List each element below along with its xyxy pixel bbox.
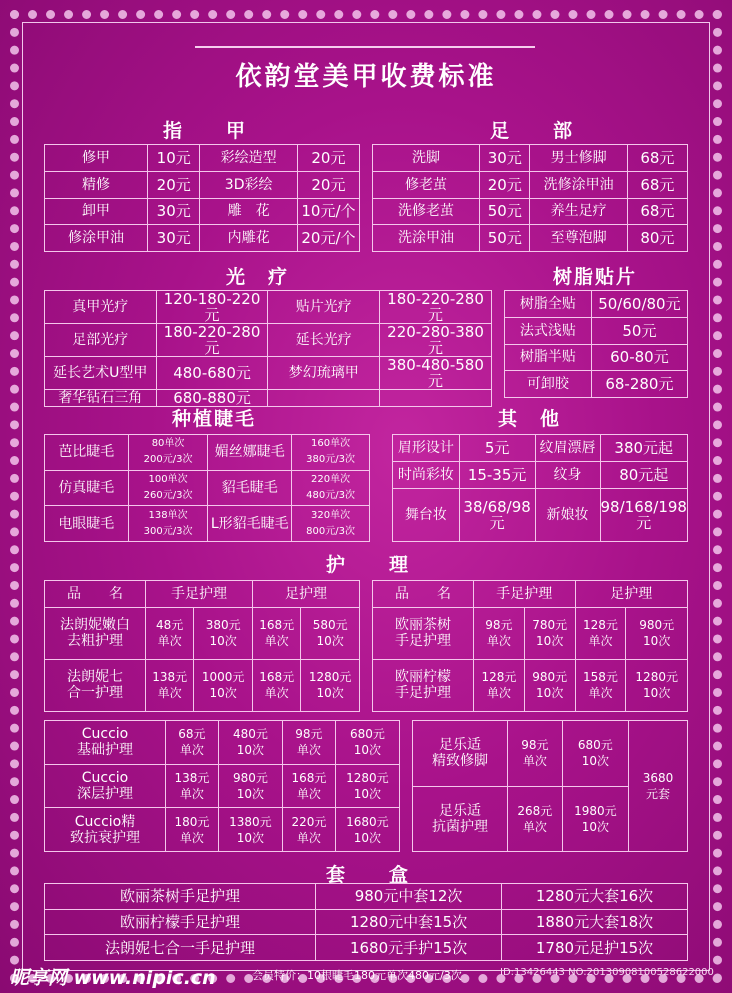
- item-cell: [335, 764, 399, 808]
- table-row: [505, 291, 688, 318]
- price-cell: 68元: [627, 198, 687, 225]
- item-cell: [292, 435, 370, 471]
- price-cell: 1280元大套16次: [502, 884, 688, 910]
- line-1: 1380元: [229, 814, 272, 829]
- section-shuzhi: 树脂贴片: [553, 266, 638, 288]
- line-2: 基础护理: [77, 742, 133, 759]
- item-cell: [282, 721, 335, 765]
- line-2: 单次: [264, 686, 289, 701]
- line-2: 10次: [236, 743, 265, 758]
- section-qita: 其 他: [498, 408, 562, 430]
- table-row: [45, 435, 370, 471]
- line-1: 320单次: [311, 509, 351, 521]
- price-cell: 媚丝娜睫毛: [208, 435, 292, 471]
- line-1: 220单次: [311, 473, 351, 485]
- price-cell: 380-480-580元: [380, 357, 492, 390]
- line-2: 精致修脚: [432, 753, 488, 770]
- price-cell: 欧丽茶树手足护理: [45, 884, 316, 910]
- table-row: [505, 344, 688, 371]
- table-row: [45, 935, 688, 961]
- price-cell: 可卸胶: [505, 371, 592, 398]
- price-cell: 5元: [459, 435, 535, 462]
- item-cell: [413, 786, 508, 852]
- line-2: 10次: [236, 830, 265, 845]
- line-2: 10次: [536, 634, 564, 649]
- price-cell: 15-35元: [459, 462, 535, 489]
- price-cell: 精修: [45, 171, 148, 198]
- item-cell: [45, 764, 166, 808]
- table-row: [45, 291, 492, 324]
- line-1: 98元: [521, 738, 549, 753]
- line-2: 10次: [316, 634, 344, 649]
- watermark-logo: 昵享网 www.nipic.cn: [10, 967, 216, 989]
- price-cell: 树脂半贴: [505, 344, 592, 371]
- item-cell: [575, 659, 626, 711]
- table-row: [45, 909, 688, 935]
- price-cell: 480-680元: [156, 357, 268, 390]
- item-cell: [629, 721, 688, 852]
- price-cell: 足护理: [575, 581, 687, 608]
- line-1: Cuccio: [81, 769, 129, 786]
- line-2: 单次: [264, 634, 289, 649]
- price-cell: 仿真睫毛: [45, 470, 129, 506]
- line-1: 380元: [205, 618, 241, 633]
- item-cell: [373, 659, 474, 711]
- line-1: 138元: [152, 670, 188, 685]
- price-cell: 60-80元: [591, 344, 687, 371]
- line-1: 138单次: [148, 509, 188, 521]
- item-cell: [128, 506, 208, 542]
- price-cell: 新娘妆: [535, 489, 600, 542]
- price-cell: 380元起: [600, 435, 688, 462]
- item-cell: [508, 721, 563, 787]
- line-1: 168元: [291, 770, 327, 785]
- price-cell: 68元: [627, 145, 687, 172]
- price-cell: 延长艺术U型甲: [45, 357, 157, 390]
- line-2: 单次: [486, 686, 511, 701]
- line-1: 80单次: [151, 438, 185, 450]
- line-1: 1280元: [635, 670, 678, 685]
- line-2: 元套: [645, 787, 670, 801]
- line-1: 980元: [639, 618, 675, 633]
- price-cell: [380, 390, 492, 407]
- line-2: 手足护理: [395, 633, 451, 650]
- table-row: [45, 225, 360, 252]
- table-row: [505, 371, 688, 398]
- table-row: [373, 225, 688, 252]
- price-cell: 80元: [627, 225, 687, 252]
- line-2: 10次: [643, 634, 671, 649]
- section-jiemao: 种植睫毛: [172, 408, 257, 430]
- table-huli-right: [372, 580, 688, 712]
- price-cell: 卸甲: [45, 198, 148, 225]
- item-cell: [562, 786, 628, 852]
- price-cell: 38/68/98元: [459, 489, 535, 542]
- price-cell: 时尚彩妆: [393, 462, 460, 489]
- line-2: 380元/3次: [306, 454, 355, 466]
- line-2: 800元/3次: [306, 525, 355, 537]
- table-row: [373, 607, 688, 659]
- price-cell: 贴片光疗: [268, 291, 380, 324]
- line-2: 合一护理: [67, 685, 123, 702]
- line-1: 680元: [349, 727, 385, 742]
- table-row: [45, 506, 370, 542]
- price-cell: 180-220-280元: [380, 291, 492, 324]
- price-cell: 雕 花: [200, 198, 298, 225]
- price-cell: 修老茧: [373, 171, 480, 198]
- price-cell: 68-280元: [591, 371, 687, 398]
- table-row: [373, 171, 688, 198]
- price-cell: 1780元足护15次: [502, 935, 688, 961]
- line-2: 10次: [209, 686, 237, 701]
- price-cell: 120-180-220元: [156, 291, 268, 324]
- price-cell: 修甲: [45, 145, 148, 172]
- price-cell: 50/60/80元: [591, 291, 687, 318]
- price-cell: 1280元中套15次: [316, 909, 502, 935]
- price-cell: 修涂甲油: [45, 225, 148, 252]
- item-cell: [45, 721, 166, 765]
- price-cell: L形貂毛睫毛: [208, 506, 292, 542]
- member-offer: 会员特价：10根睫毛180元单次480元/3次: [252, 969, 462, 982]
- line-2: 200元/3次: [143, 454, 193, 466]
- line-2: 300元/3次: [143, 525, 193, 537]
- section-taohe: 套 盒: [326, 864, 411, 886]
- price-cell: 20元: [297, 171, 359, 198]
- price-cell: 3D彩绘: [200, 171, 298, 198]
- line-1: 100单次: [148, 473, 188, 485]
- line-2: 10次: [353, 830, 382, 845]
- price-cell: 男士修脚: [530, 145, 627, 172]
- section-zhijia: 指 甲: [163, 120, 248, 142]
- line-1: 980元: [532, 670, 568, 685]
- price-cell: 20元/个: [297, 225, 359, 252]
- table-row: [45, 390, 492, 407]
- item-cell: [474, 607, 525, 659]
- page-title: 依韵堂美甲收费标准: [235, 62, 497, 92]
- line-1: 法朗妮嫩白: [60, 617, 130, 634]
- table-row: [45, 171, 360, 198]
- line-1: 48元: [156, 618, 184, 633]
- price-cell: 足护理: [252, 581, 359, 608]
- line-2: 致抗衰护理: [70, 829, 140, 846]
- item-cell: [373, 607, 474, 659]
- item-cell: [282, 808, 335, 852]
- table-row: [45, 884, 688, 910]
- item-cell: [282, 764, 335, 808]
- table-row: [373, 145, 688, 172]
- price-cell: 1680元手护15次: [316, 935, 502, 961]
- line-1: 220元: [291, 814, 327, 829]
- line-2: 单次: [588, 634, 613, 649]
- line-1: 180元: [174, 814, 210, 829]
- item-cell: [292, 506, 370, 542]
- image-id: ID:13426443 NO:20130908100528622000: [500, 967, 714, 978]
- price-cell: 80元起: [600, 462, 688, 489]
- price-cell: 内雕花: [200, 225, 298, 252]
- table-row: [393, 489, 688, 542]
- table-row: [373, 198, 688, 225]
- line-2: 单次: [588, 686, 613, 701]
- line-1: 168元: [259, 670, 295, 685]
- price-cell: 68元: [627, 171, 687, 198]
- table-taohe: [44, 883, 688, 961]
- line-2: 10次: [581, 819, 609, 834]
- item-cell: [413, 721, 508, 787]
- item-cell: [335, 808, 399, 852]
- item-cell: [562, 721, 628, 787]
- table-row: [45, 764, 400, 808]
- line-1: 法朗妮七: [67, 669, 123, 686]
- line-2: 手足护理: [395, 685, 451, 702]
- table-row: [505, 317, 688, 344]
- item-cell: [128, 470, 208, 506]
- line-2: 单次: [296, 743, 321, 758]
- price-cell: 50元: [591, 317, 687, 344]
- item-cell: [626, 659, 688, 711]
- price-cell: 1880元大套18次: [502, 909, 688, 935]
- item-cell: [166, 808, 219, 852]
- line-2: 单次: [179, 830, 204, 845]
- item-cell: [45, 659, 146, 711]
- table-huli-left: [44, 580, 360, 712]
- price-cell: 纹眉漂唇: [535, 435, 600, 462]
- item-cell: [45, 808, 166, 852]
- line-1: 1000元: [201, 670, 245, 685]
- line-1: Cuccio: [81, 726, 129, 743]
- line-1: Cuccio精: [74, 813, 136, 830]
- line-1: 168元: [259, 618, 295, 633]
- price-cell: 30元: [480, 145, 530, 172]
- line-2: 单次: [179, 743, 204, 758]
- line-1: 欧丽柠檬: [395, 669, 451, 686]
- table-zule: [412, 720, 688, 852]
- price-cell: 奢华钻石三角: [45, 390, 157, 407]
- line-1: 1280元: [308, 670, 352, 685]
- price-cell: 法朗妮七合一手足护理: [45, 935, 316, 961]
- price-cell: 眉形设计: [393, 435, 460, 462]
- line-2: 260元/3次: [143, 489, 193, 501]
- line-1: 160单次: [311, 438, 351, 450]
- item-cell: [508, 786, 563, 852]
- table-row: [45, 357, 492, 390]
- line-1: 98元: [295, 727, 323, 742]
- price-cell: 真甲光疗: [45, 291, 157, 324]
- item-cell: [474, 659, 525, 711]
- price-cell: 电眼睫毛: [45, 506, 129, 542]
- table-row: [45, 145, 360, 172]
- table-row: [45, 808, 400, 852]
- table-row: [45, 470, 370, 506]
- price-cell: 欧丽柠檬手足护理: [45, 909, 316, 935]
- price-cell: 洗修涂甲油: [530, 171, 627, 198]
- line-1: 足乐适: [439, 737, 481, 754]
- price-cell: 手足护理: [474, 581, 576, 608]
- table-guangliao: [44, 290, 492, 407]
- item-cell: [146, 607, 194, 659]
- price-cell: 680-880元: [156, 390, 268, 407]
- price-cell: 洗脚: [373, 145, 480, 172]
- item-cell: [128, 435, 208, 471]
- item-cell: [166, 721, 219, 765]
- price-cell: 延长光疗: [268, 324, 380, 357]
- table-shuzhi: [504, 290, 688, 398]
- price-cell: 彩绘造型: [200, 145, 298, 172]
- line-2: 单次: [522, 819, 547, 834]
- line-2: 10次: [316, 686, 344, 701]
- price-cell: 10元: [148, 145, 200, 172]
- item-cell: [218, 721, 282, 765]
- section-huli: 护 理: [326, 554, 411, 576]
- price-cell: 50元: [480, 225, 530, 252]
- item-cell: [335, 721, 399, 765]
- table-row: [373, 659, 688, 711]
- price-cell: [268, 390, 380, 407]
- price-cell: 30元: [148, 225, 200, 252]
- price-cell: 980元中套12次: [316, 884, 502, 910]
- line-2: 深层护理: [77, 785, 133, 802]
- table-header: [373, 581, 688, 608]
- line-1: 98元: [485, 618, 513, 633]
- price-cell: 10元/个: [297, 198, 359, 225]
- table-row: [45, 659, 360, 711]
- price-cell: 品 名: [373, 581, 474, 608]
- price-cell: 梦幻琉璃甲: [268, 357, 380, 390]
- price-cell: 舞台妆: [393, 489, 460, 542]
- price-cell: 220-280-380元: [380, 324, 492, 357]
- line-2: 单次: [157, 686, 182, 701]
- line-1: 1980元: [574, 803, 617, 818]
- item-cell: [524, 607, 575, 659]
- price-cell: 树脂全贴: [505, 291, 592, 318]
- line-2: 抗菌护理: [432, 818, 488, 835]
- line-2: 单次: [486, 634, 511, 649]
- line-1: 268元: [517, 803, 553, 818]
- line-2: 单次: [157, 634, 182, 649]
- price-cell: 貂毛睫毛: [208, 470, 292, 506]
- item-cell: [575, 607, 626, 659]
- item-cell: [146, 659, 194, 711]
- line-1: 1280元: [346, 770, 389, 785]
- table-row: [45, 198, 360, 225]
- price-cell: 180-220-280元: [156, 324, 268, 357]
- table-zhijia: [44, 144, 360, 252]
- line-1: 128元: [481, 670, 517, 685]
- item-cell: [301, 607, 360, 659]
- price-cell: 20元: [480, 171, 530, 198]
- price-cell: 芭比睫毛: [45, 435, 129, 471]
- price-cell: 98/168/198元: [600, 489, 688, 542]
- table-header: [45, 581, 360, 608]
- line-2: 单次: [296, 830, 321, 845]
- line-2: 10次: [236, 786, 265, 801]
- line-1: 980元: [232, 770, 268, 785]
- line-2: 单次: [296, 786, 321, 801]
- price-cell: 20元: [148, 171, 200, 198]
- line-2: 10次: [209, 634, 237, 649]
- line-1: 1680元: [346, 814, 389, 829]
- table-qita: [392, 434, 688, 542]
- item-cell: [252, 659, 300, 711]
- price-cell: 洗涂甲油: [373, 225, 480, 252]
- item-cell: [218, 764, 282, 808]
- title-ornament: [195, 46, 535, 48]
- line-2: 去粗护理: [67, 633, 123, 650]
- item-cell: [194, 607, 253, 659]
- price-cell: 足部光疗: [45, 324, 157, 357]
- section-zubu: 足 部: [490, 120, 575, 142]
- line-1: 480元: [232, 727, 268, 742]
- price-cell: 纹身: [535, 462, 600, 489]
- line-1: 68元: [178, 727, 206, 742]
- price-cell: 50元: [480, 198, 530, 225]
- line-1: 158元: [583, 670, 618, 685]
- line-1: 足乐适: [439, 802, 481, 819]
- line-1: 欧丽茶树: [395, 617, 451, 634]
- table-row: [413, 721, 688, 787]
- section-guangliao: 光 疗: [226, 266, 290, 288]
- line-2: 10次: [353, 743, 382, 758]
- price-cell: 至尊泡脚: [530, 225, 627, 252]
- price-cell: 20元: [297, 145, 359, 172]
- line-2: 10次: [353, 786, 382, 801]
- item-cell: [292, 470, 370, 506]
- line-1: 128元: [583, 618, 618, 633]
- table-zubu: [372, 144, 688, 252]
- line-2: 10次: [536, 686, 564, 701]
- line-1: 138元: [174, 770, 210, 785]
- line-2: 10次: [581, 754, 609, 769]
- item-cell: [218, 808, 282, 852]
- line-1: 780元: [532, 618, 568, 633]
- table-row: [45, 324, 492, 357]
- line-2: 10次: [643, 686, 671, 701]
- line-2: 480元/3次: [306, 489, 355, 501]
- item-cell: [301, 659, 360, 711]
- price-cell: 手足护理: [146, 581, 253, 608]
- line-2: 单次: [179, 786, 204, 801]
- price-cell: 洗修老茧: [373, 198, 480, 225]
- table-cuccio: [44, 720, 400, 852]
- price-cell: 品 名: [45, 581, 146, 608]
- price-cell: 30元: [148, 198, 200, 225]
- line-1: 580元: [312, 618, 348, 633]
- table-jiemao: [44, 434, 370, 542]
- price-cell: 法式浅贴: [505, 317, 592, 344]
- line-1: 3680: [642, 771, 674, 785]
- table-row: [393, 435, 688, 462]
- item-cell: [45, 607, 146, 659]
- item-cell: [524, 659, 575, 711]
- item-cell: [626, 607, 688, 659]
- item-cell: [194, 659, 253, 711]
- line-1: 680元: [577, 738, 613, 753]
- table-row: [45, 607, 360, 659]
- item-cell: [166, 764, 219, 808]
- price-cell: 养生足疗: [530, 198, 627, 225]
- line-2: 单次: [522, 754, 547, 769]
- item-cell: [252, 607, 300, 659]
- table-row: [45, 721, 400, 765]
- table-row: [393, 462, 688, 489]
